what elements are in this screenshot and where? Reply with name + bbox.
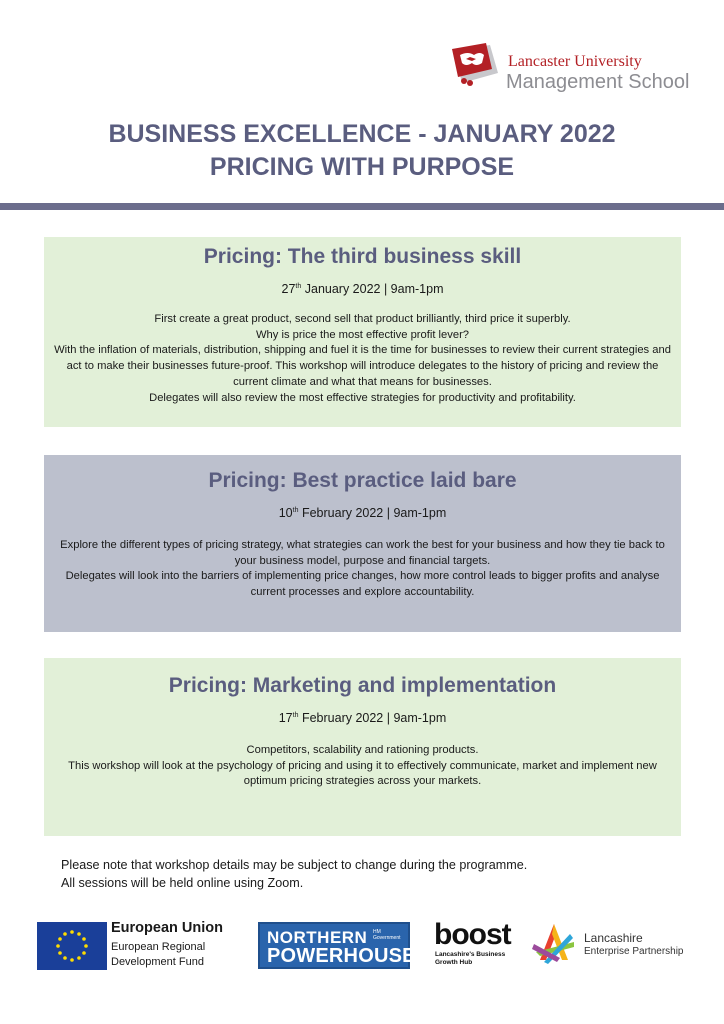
np-line-2: POWERHOUSE — [267, 945, 416, 967]
description-line: Why is price the most effective profit lever? — [255, 328, 470, 341]
date-rest: January 2022 | 9am-1pm — [301, 282, 444, 296]
eu-subtitle-line: European Regional — [111, 941, 206, 953]
lep-chevron-icon — [530, 920, 578, 966]
session-title: Pricing: Best practice laid bare — [208, 469, 517, 492]
eu-flag-icon — [37, 922, 107, 970]
description-line: This workshop will look at the psychology of pricing and using it to effectively communicate, market and implement new optimum pricing strategies across your markets. — [68, 759, 657, 788]
title-divider — [0, 203, 724, 210]
date-rest: February 2022 | 9am-1pm — [298, 506, 447, 520]
description-line: Delegates will look into the barriers of implementing price changes, how more control leads to bigger profits and analyse current processes and explore accountability. — [65, 570, 660, 599]
session-date — [44, 711, 681, 725]
programme-notes — [61, 856, 527, 892]
date-suffix: th — [292, 711, 299, 719]
page-title — [0, 118, 724, 184]
session-title: Pricing: Marketing and implementation — [168, 674, 557, 697]
session-date — [44, 282, 681, 296]
description-line: Explore the different types of pricing strategy, what strategies can work the best for your business and how they tie back to your business model, purpose and financial targets. — [60, 539, 665, 567]
hm-government-mark: HM Government — [373, 929, 401, 941]
boost-tagline-line: Lancashire's Business — [435, 951, 506, 958]
date-day: 17 — [278, 711, 293, 725]
date-suffix: th — [295, 282, 302, 290]
date-day: 27 — [281, 282, 296, 296]
session-description — [44, 312, 681, 406]
title-line-2: PRICING WITH PURPOSE — [209, 153, 515, 181]
school-name: Management School — [506, 71, 690, 93]
title-line-1: BUSINESS EXCELLENCE - JANUARY 2022 — [108, 120, 616, 148]
eu-subtitle — [111, 940, 205, 969]
boost-tagline-line: Growth Hub — [435, 958, 473, 966]
description-line: Delegates will also review the most effective strategies for productivity and profitability. — [149, 391, 576, 404]
date-suffix: th — [292, 506, 299, 514]
note-line: Please note that workshop details may be subject to change during the programme. — [61, 858, 528, 872]
session-description — [44, 538, 681, 601]
eu-subtitle-line: Development Fund — [111, 955, 204, 968]
description-line: First create a great product, second sell that product brilliantly, third price it superbly. — [154, 313, 571, 325]
note-line: All sessions will be held online using Zoom. — [61, 876, 304, 890]
northern-powerhouse-logo — [258, 922, 416, 969]
boost-tagline — [435, 951, 505, 966]
date-day: 10 — [278, 506, 293, 520]
session-date — [44, 506, 681, 520]
date-rest: February 2022 | 9am-1pm — [298, 711, 447, 725]
session-panel-1 — [44, 237, 681, 427]
eu-title: European Union — [111, 920, 223, 936]
boost-wordmark: boost — [434, 918, 511, 951]
session-title: Pricing: The third business skill — [203, 245, 522, 268]
lep-logo — [530, 920, 700, 968]
lep-name: Lancashire — [584, 931, 643, 945]
university-name: Lancaster University — [508, 53, 642, 70]
lep-subtitle: Enterprise Partnership — [584, 946, 684, 957]
session-panel-2 — [44, 455, 681, 632]
lums-logo — [452, 40, 702, 96]
session-description — [44, 743, 681, 790]
description-line: With the inflation of materials, distribution, shipping and fuel it is the time for businesses to review their current strategies and act to make their businesses future-proof. This workshop will introduce delegates to the history of pricing and review the current climate and what that means for businesses. — [54, 344, 671, 388]
session-panel-3 — [44, 658, 681, 836]
lancaster-crest-icon — [452, 43, 500, 89]
boost-logo — [434, 918, 524, 970]
description-line: Competitors, scalability and rationing products. — [246, 744, 479, 756]
np-line-1: NORTHERN — [267, 928, 368, 947]
eu-logo — [37, 920, 252, 972]
